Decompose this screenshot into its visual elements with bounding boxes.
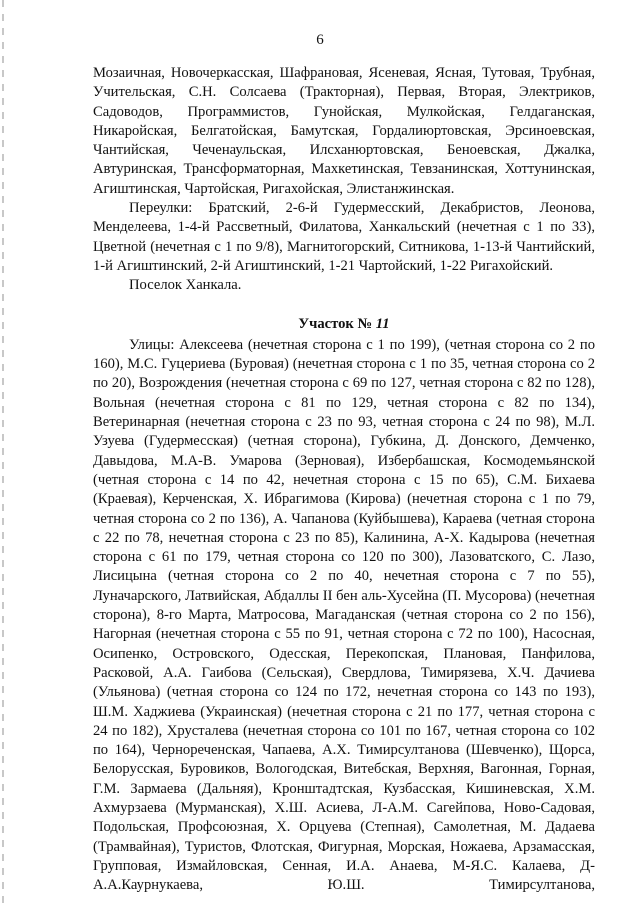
- page-number: 6: [316, 32, 324, 48]
- section-title-text: Участок №: [298, 315, 376, 332]
- settlement-line: Поселок Ханкала.: [129, 277, 242, 294]
- section-title: [93, 315, 595, 334]
- lanes-paragraph: Переулки: Братский, 2-6-й Гудермесский, Декабристов, Леонова, Менделеева, 1-4-й Рассветный, Филатова, Ханкальский (нечетная с 1 по 33), Цветной (нечетная с 1 по 9/8), Магнитогорский, Ситникова, 1-13-й Чантийский, 1-й Агиштинский, 2-й Агиштинский, 1-21 Чартойский, 1-22 Ригахойский.: [93, 200, 595, 274]
- streets-list-continued: Мозаичная, Новочеркасская, Шафрановая, Ясеневая, Ясная, Тутовая, Трубная, Учительская, С.Н. Солсаева (Тракторная), Первая, Вторая, Электриков, Садоводов, Программистов, Гунойская, Мулкойская, Гелдаганская, Никаройская, Белгатойская, Бамутская, Гордалиюртовская, Эрсинoевская, Чантийская, Чеченаульская, Илсханюртовская, Беноевская, Джалка, Автуринская, Трансформаторная, Махкетинская, Тевзанинская, Хоттунинская, Агиштинская, Чартойская, Ригахойская, Элистанжинская.: [93, 65, 595, 197]
- streets-paragraph: Улицы: Алексеева (нечетная сторона с 1 по 199), (четная сторона со 2 по 160), М.С. Гуцериева (Буровая) (нечетная сторона с 1 по 35, четная сторона со 2 по 20), Возрождения (нечетная сторона с 69 по 127, четная сторона с 82 по 128), Вольная (нечетная сторона с 81 по 129, четная сторона с 82 по 134), Ветеринарная (нечетная сторона с 23 по 93, четная сторона с 24 по 98), М.Л. Узуева (Гудермесская) (четная сторона), Губкина, Д. Донского, Демченко, Давыдова, М.А-В. Умарова (Зерновая), Избербашская, Космодемьянской (четная сторона с 14 по 42, нечетная сторона с 15 по 65), С.М. Бихаева (Краевая), Керченская, Х. Ибрагимова (Кирова) (нечетная сторона с 1 по 79, четная сторона со 2 по 136), А. Чапанова (Куйбышева), Караева (четная сторона с 22 по 78, нечетная сторона с 23 по 85), Калинина, А-Х. Кадырова (нечетная сторона с 61 по 179, четная сторона со 120 по 300), Лазоватского, С. Лазо, Лисицына (четная сторона со 2 по 40, нечетная сторона с 7 по 55), Луначарского, Латвийская, Абдаллы II бен аль-Хусейна (П. Мусорова) (нечетная сторона), 8-го Марта, Матросова, Магаданская (четная сторона со 2 по 156), Нагорная (нечетная сторона с 55 по 91, четная сторона с 72 по 100), Насосная, Осипенко, Островского, Одесская, Перекопская, Плановая, Панфилова, Расковой, А.А. Гаибова (Сельская), Свердлова, Тимирязева, Х.Ч. Дачиева (Ульянова) (четная сторона со 124 по 172, нечетная сторона со 143 по 193), Ш.М. Хаджиева (Украинская) (нечетная сторона с 21 по 177, четная сторона с 24 по 182), Хрусталева (нечетная сторона со 101 по 167, четная сторона со 102 по 164), Чернореченская, Чапаева, А.Х. Тимирсултанова (Шевченко), Щорса, Белорусская, Буровиков, Вологодская, Витебская, Верхняя, Вагонная, Горная, Г.М. Зармаева (Дальняя), Кронштадтская, Кузбасская, Кишиневская, Х.М. Ахмурзаева (Мурманская), Х.Ш. Асиева, Л-А.М. Сагейпова, Ново-Садовая, Подольская, Профсоюзная, Х. Орцуева (Степная), Самолетная, М. Дадаева (Трамвайная), Туристов, Флотская, Фигурная, Морская, Ножаева, Арзамасская, Групповая, Измайловская, Сенная, И.А. Анаева, М-Я.С. Калаева, Д-А.А.Каурнукаева, Ю.Ш. Тимирсултанова,: [93, 336, 595, 894]
- scan-binding-edge: [2, 0, 4, 905]
- document-body: [93, 64, 595, 895]
- section-title-number: 11: [375, 315, 390, 332]
